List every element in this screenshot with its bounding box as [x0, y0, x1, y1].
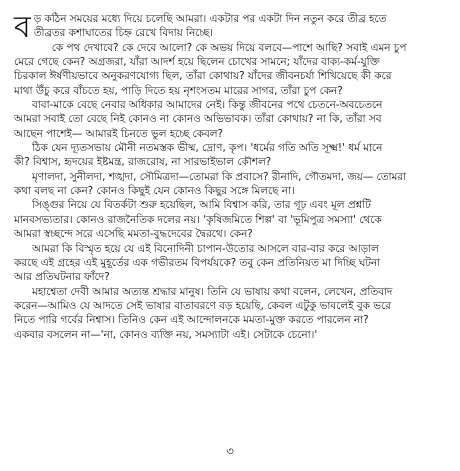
body-line: বাবা-মাকে বেছে নেবার অধিকার আমাদের নেই। কিন্তু জীবনের পথে চেতনে-অবচেতনে	[32, 99, 383, 112]
body-line: আমরা স্বচ্ছন্দে সরে এসেছি মমতা-বুদ্ধদেবের দ্বৈরথে। কেন?	[14, 228, 253, 241]
body-line: করেন—আমিও যে আদতে সেই ভাষার বাতাবরণে বড় হয়েছি, কেবল এটুকু ভাবলেই বুক ভরে	[14, 299, 391, 312]
body-line: আর প্রতিঘটনার ফাঁদে?	[14, 271, 110, 284]
drop-cap-letter: ব	[14, 10, 31, 45]
body-line: আছেন পাশেই— আমারই চিনতে ভুল হচ্ছে কেবল?	[14, 127, 224, 140]
body-line: মৃণালদা, সুনীলদা, শঙ্খদা, সৌমিত্রদা—তোমরা কি প্রবাসে? রীনাদি, গৌতমদা, জয়— তোমরা	[32, 170, 407, 183]
body-line: চিরকাল ঈর্ষণীয়ভাবে অনুকরণযোগ্য ছিল, তাঁরা কোথায়? যাঁদের জীবনচর্যা শিখিয়েছে কী করে	[14, 70, 392, 83]
body-line: তীব্রতর কশাঘাতের চিহ্ন রেখে বিদায় নিচ্ছে।	[33, 27, 213, 40]
body-line: একবার বসলেন না—'না, কোনও ব্যক্তি নয়, সমস্যাটা এই। সেটাকে চেনো।'	[14, 328, 318, 341]
body-line: আমরা কি বিস্মৃত হয়ে যে এই বিনোদিনী চাপান-উতোর আসলে বার-বার করে আড়াল	[32, 242, 379, 255]
body-line: মাথা উঁচু করে বাঁচতে হয়, পাড়ি দিতে হয় নৃশংসতম মারের সাগর, তাঁরা চুপ কেন?	[14, 84, 343, 97]
body-line: ড় কঠিন সময়ের মধ্যে দিয়ে চলেছি আমরা। একটার পর একটা দিন নতুন করে তীব্র হতে	[33, 13, 387, 25]
body-line: কথা বলছ না কেন? কোনও কিছুই যেন কোনও কিছুর সঙ্গে মিলছে না।	[14, 185, 295, 198]
body-line: মেরে গেছে কেন? অগ্রজরা, যাঁরা আদর্শ হয়ে ছিলেন চোখের সামনে; যাঁদের বাক্য-কর্ম-যুক্তি	[14, 56, 380, 69]
body-line: করছে এই গ্রহের এই মুহূর্তের এক গভীরতম বিপর্যয়কে? তবু কেন প্রতিনিয়ত মা দিচ্ছি ঘটনা	[14, 256, 381, 269]
body-line: সিঙ্গুর নিয়ে যে বিতর্কটা শুরু হয়েছিল, আমি বিশ্বাস করি, তার গূঢ় এবং মূল প্রশ্নটি	[32, 199, 371, 212]
page-number: ৩	[226, 444, 234, 458]
body-line: কে পথ দেখাবে? কে দেবে আলো? কে অভয় দিয়ে বলবে—পাশে আছি? সবাই এমন চুপ	[51, 41, 407, 54]
body-line: কী? বিশ্বাস, হৃদয়ের ইষ্টমন্ত্র, রাজরোষ, না সারভাইভাল কৌশল?	[14, 156, 272, 169]
body-line: আমরা সবাই তো বেছে নিই কোনও না কোনও অভিভাবক। তাঁরা কোথায়? না কি, তাঁরা সব	[14, 113, 382, 126]
body-line: নিতে পারি গর্বের নিশ্বাস। তিনিও কেন এই আন্দোলনকে মমতা-মুক্ত করতে পারলেন না?	[14, 314, 369, 327]
body-line: ঠিক যেন দ্যূতসভায় মৌনী নতমস্তক ভীষ্ম, দ্রোণ, কৃপ। 'ধর্মের গতি অতি সূক্ষ্ম!' ধর্ম মানে	[32, 142, 383, 155]
body-line: মহাশ্বেতা দেবী আমার অত্যন্ত শ্রদ্ধার মানুষ। তিনি যে ভাষায় কথা বলেন, লেখেন, প্রতিবাদ	[32, 285, 393, 298]
body-line: মানবসভ্যতার। কোনও রাজনৈতিক দলের নয়। 'কৃষিজমিতে শিল্প' বা 'ভূমিপুত্র সমস্যা' থেকে	[14, 213, 382, 226]
